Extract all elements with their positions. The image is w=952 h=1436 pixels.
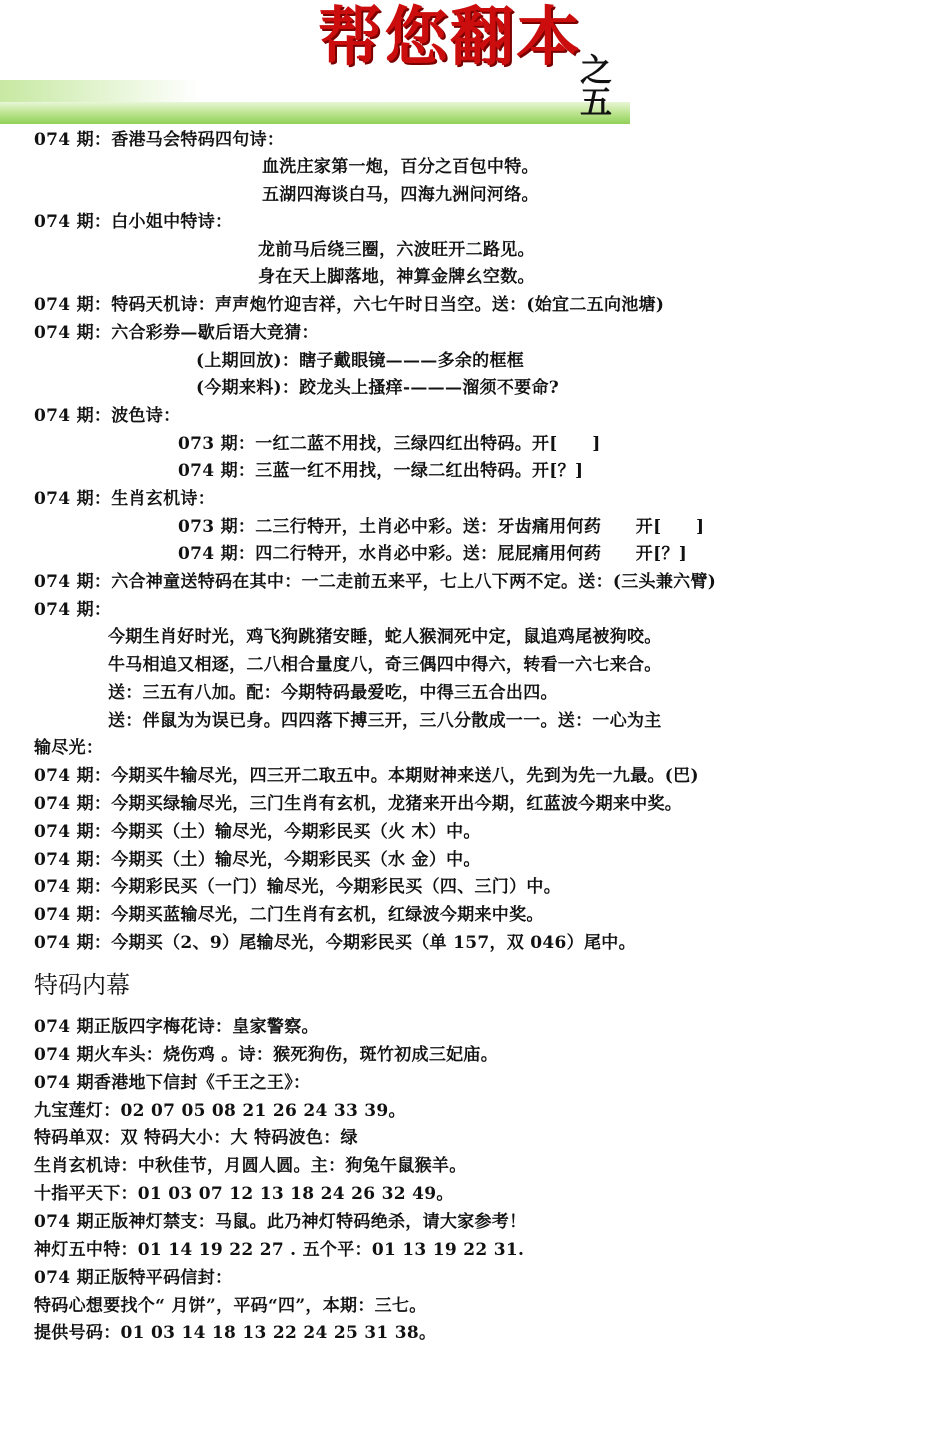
banner-title: 帮您翻本 <box>318 1 582 75</box>
text-line: 送：三五有八加。配：今期特码最爱吃，中得三五合出四。 <box>108 683 558 703</box>
section-title: 特码内幕 <box>34 971 130 999</box>
text-line: 074 期：生肖玄机诗： <box>34 489 216 509</box>
section-line: 特码心想要找个“ 月饼”，平码“四”，本期：三七。 <box>34 1296 427 1316</box>
text-line: 074 期：波色诗： <box>34 406 181 426</box>
section-line: 提供号码：01 03 14 18 13 22 24 25 31 38。 <box>34 1323 437 1343</box>
text-line: 074 期：今期买绿输尽光，三门生肖有玄机，龙猪来开出今期，红蓝波今期来中奖。 <box>34 794 683 814</box>
text-line: 073 期：一红二蓝不用找，三绿四红出特码。开[ ] <box>178 434 601 454</box>
text-line: 送：伴鼠为为误已身。四四落下搏三开，三八分散成一一。送：一心为主 <box>108 711 662 731</box>
section-line: 074 期火车头：烧伤鸡 。诗：猴死狗伤，斑竹初成三妃庙。 <box>34 1045 499 1065</box>
text-line: 074 期：今期彩民买（一门）输尽光，今期彩民买（四、三门）中。 <box>34 877 562 897</box>
section-line: 特码单双：双 特码大小：大 特码波色：绿 <box>34 1128 358 1148</box>
text-line: 074 期：今期买蓝输尽光，二门生肖有玄机，红绿波今期来中奖。 <box>34 905 544 925</box>
text-line: (上期回放)：瞎子戴眼镜———多余的框框 <box>196 351 525 371</box>
text-line: 龙前马后绕三圈，六波旺开二路见。 <box>258 240 535 260</box>
text-line: 074 期：今期买牛输尽光，四三开二取五中。本期财神来送八，先到为先一九最。(巴) <box>34 766 699 786</box>
section-line: 十指平天下：01 03 07 12 13 18 24 26 32 49。 <box>34 1184 454 1204</box>
text-line: 074 期：三蓝一红不用找，一绿二红出特码。开[？] <box>178 461 584 481</box>
text-line: 身在天上脚落地，神算金牌幺空数。 <box>258 267 535 287</box>
section-line: 九宝莲灯：02 07 05 08 21 26 24 33 39。 <box>34 1101 406 1121</box>
text-line: 血洗庄家第一炮，百分之百包中特。 <box>262 157 539 177</box>
section-line: 074 期香港地下信封《千王之王》： <box>34 1073 311 1093</box>
section-line: 074 期正版神灯禁支：马鼠。此乃神灯特码绝杀，请大家参考！ <box>34 1212 527 1232</box>
text-line: 074 期：今期买（2、9）尾输尽光，今期彩民买（单 157，双 046）尾中。 <box>34 933 636 953</box>
text-line: 074 期：今期买（土）输尽光，今期彩民买（火 木）中。 <box>34 822 481 842</box>
text-line: 074 期：六合彩券—歇后语大竞猜： <box>34 323 319 343</box>
text-line: 今期生肖好时光，鸡飞狗跳猪安睡，蛇人猴洞死中定，鼠追鸡尾被狗咬。 <box>108 627 662 647</box>
text-line: 074 期：六合神童送特码在其中：一二走前五来平，七上八下两不定。送：(三头兼六臂) <box>34 572 717 592</box>
text-line: 输尽光： <box>34 738 104 758</box>
text-line: 五湖四海谈白马，四海九洲问河络。 <box>262 185 539 205</box>
text-line: 牛马相追又相逐，二八相合量度八，奇三偶四中得六，转看一六七来合。 <box>108 655 662 675</box>
section-line: 074 期正版特平码信封： <box>34 1268 233 1288</box>
text-line: 074 期：特码天机诗：声声炮竹迎吉祥，六七午时日当空。送：(始宜二五向池塘) <box>34 295 665 315</box>
banner-suffix: 之五 <box>580 51 613 121</box>
section-line: 074 期正版四字梅花诗：皇家警察。 <box>34 1017 319 1037</box>
text-line: 074 期：四二行特开，水肖必中彩。送：屁屁痛用何药 开[？] <box>178 544 688 564</box>
text-line: 073 期：二三行特开，土肖必中彩。送：牙齿痛用何药 开[ ] <box>178 517 705 537</box>
header-banner <box>0 0 630 128</box>
text-line: 074 期：今期买（土）输尽光，今期彩民买（水 金）中。 <box>34 850 481 870</box>
banner-green-bar <box>0 102 630 124</box>
section-line: 神灯五中特：01 14 19 22 27 . 五个平：01 13 19 22 31. <box>34 1240 525 1260</box>
text-line: 074 期：白小姐中特诗： <box>34 212 233 232</box>
section-line: 生肖玄机诗：中秋佳节，月圆人圆。主：狗兔午鼠猴羊。 <box>34 1156 467 1176</box>
text-line: 074 期： <box>34 600 112 620</box>
text-line: 074 期：香港马会特码四句诗： <box>34 130 285 150</box>
text-line: (今期来料)：跤龙头上搔痒-———溜须不要命? <box>196 378 560 398</box>
